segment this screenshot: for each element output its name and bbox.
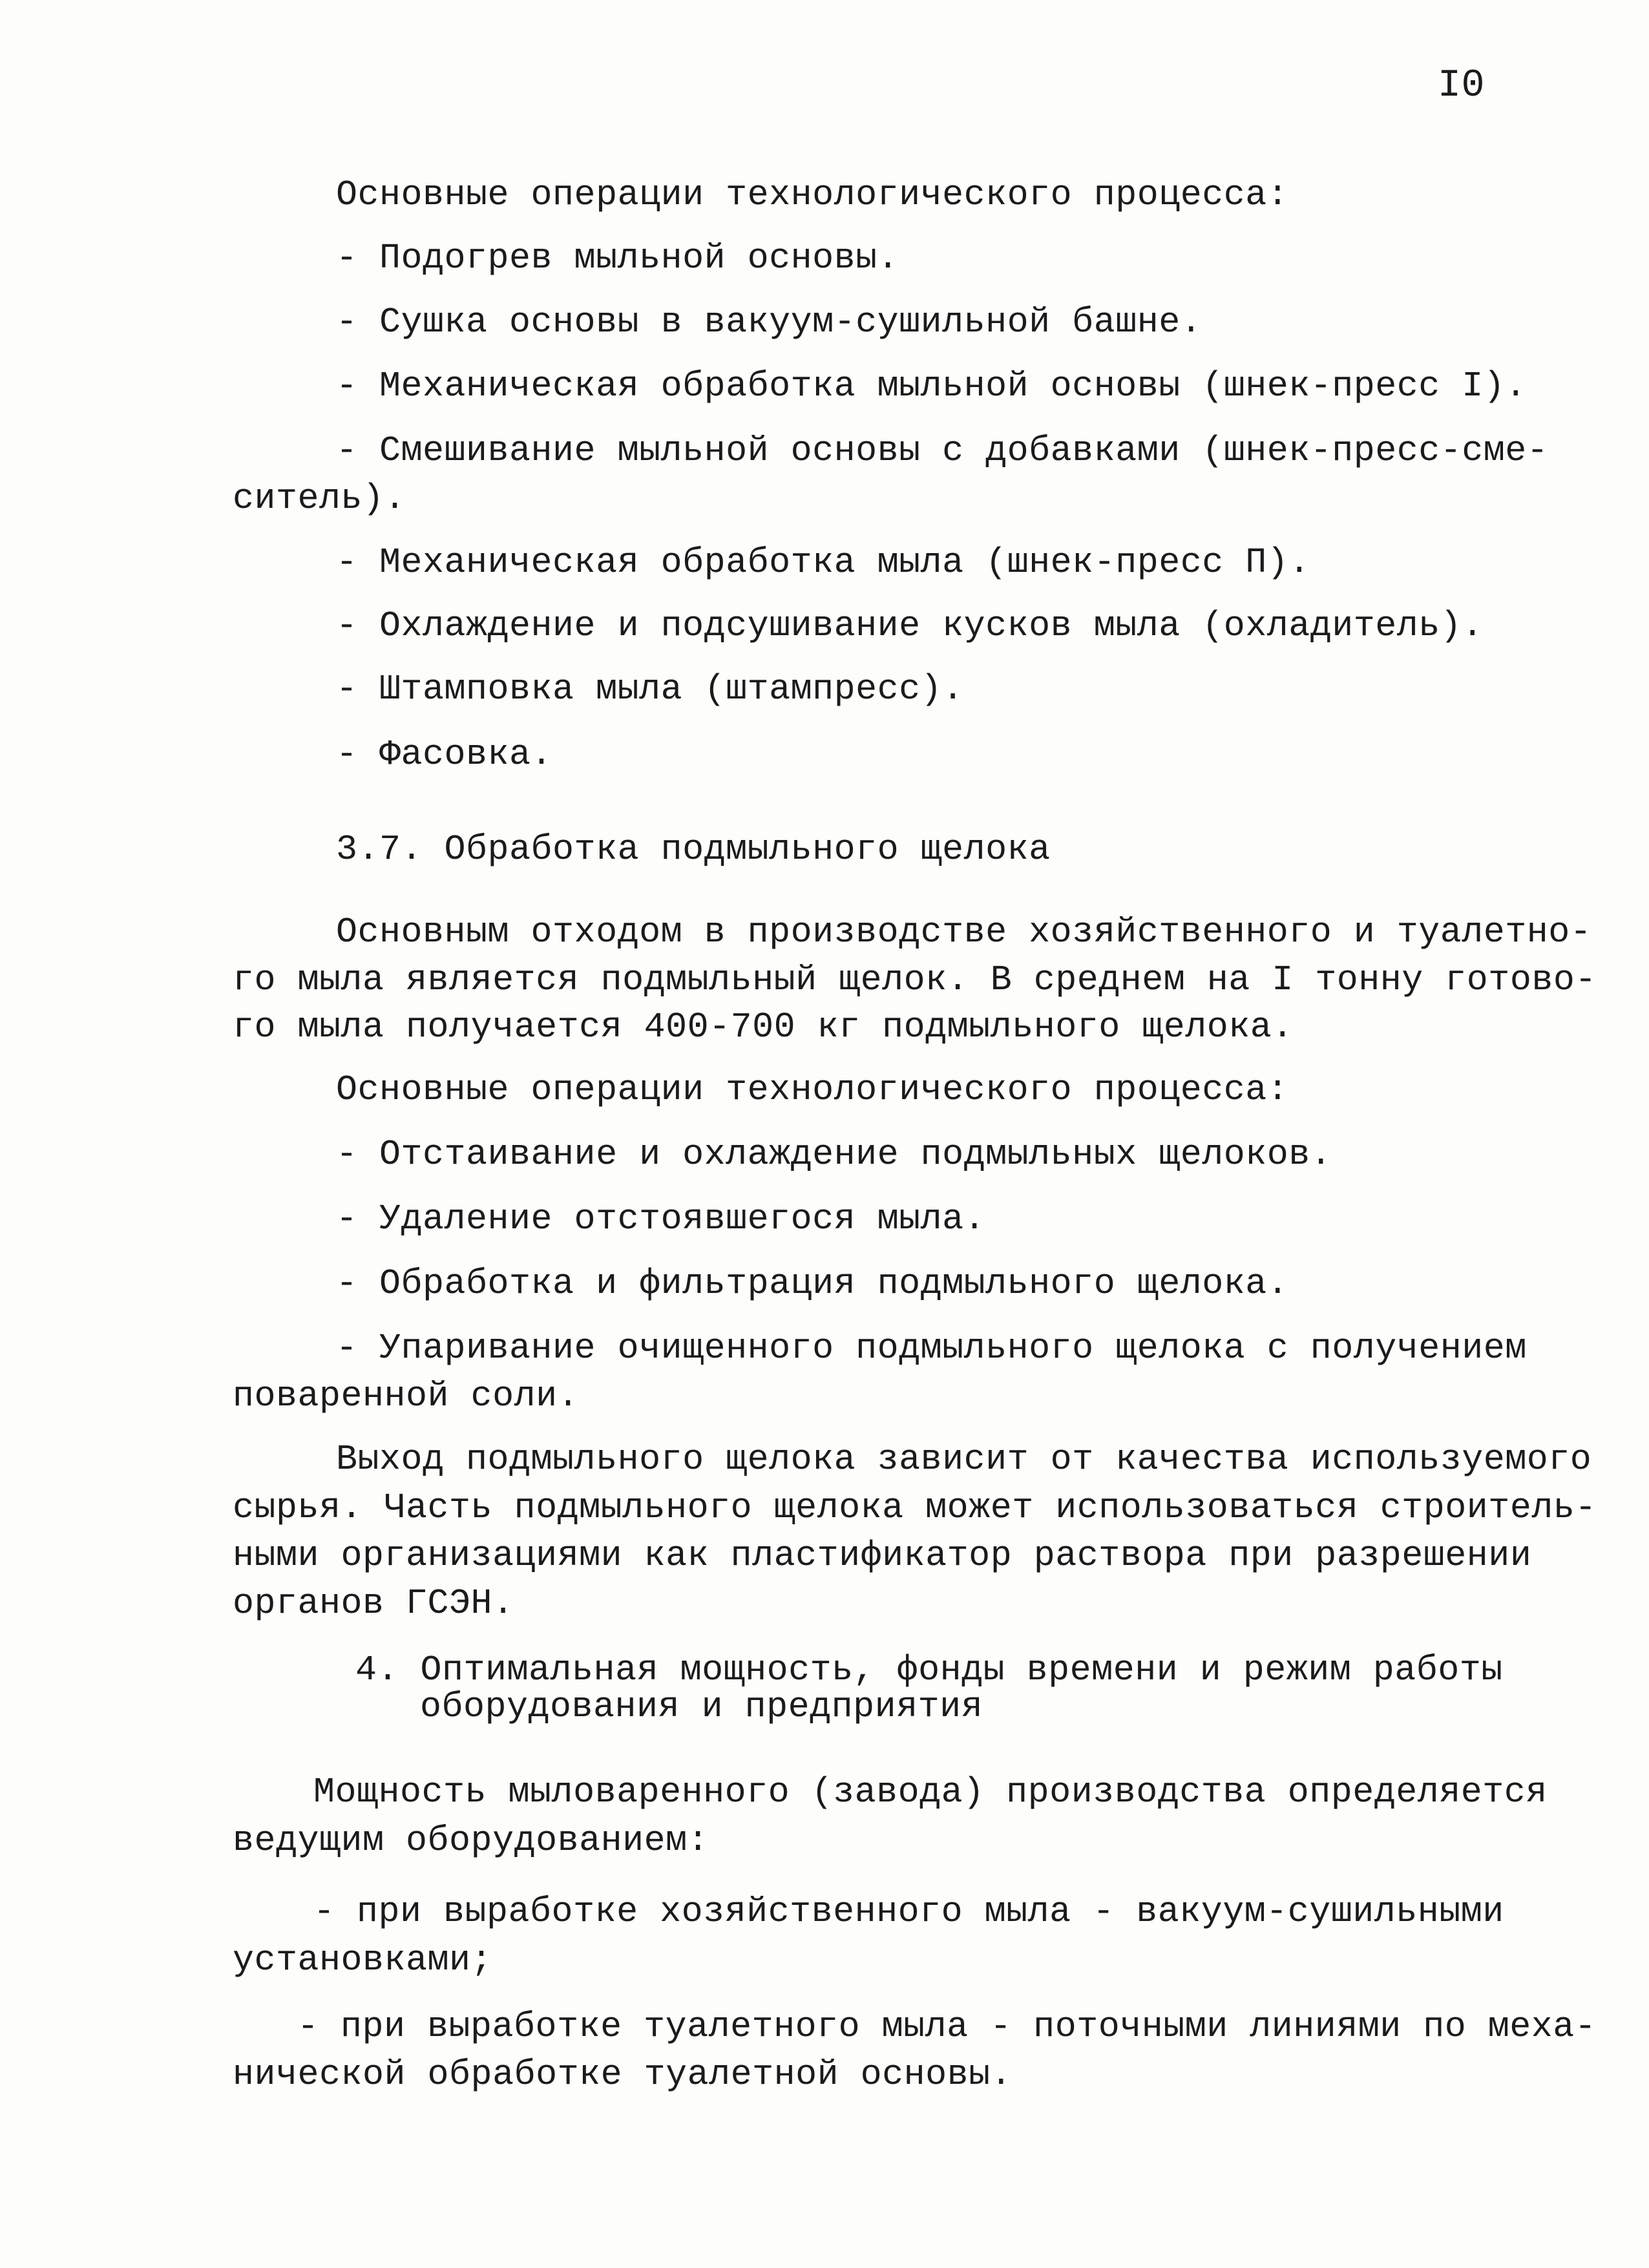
- operation-item: - Механическая обработка мыльной основы (шнек-пресс I).: [336, 366, 1527, 406]
- paragraph-line: Мощность мыловаренного (завода) производства определяется: [313, 1772, 1548, 1812]
- operation-item: - Упаривание очищенного подмыльного щелока с получением: [336, 1328, 1527, 1369]
- operation-item-continuation: нической обработке туалетной основы.: [233, 2054, 1013, 2095]
- operation-item: - Подогрев мыльной основы.: [336, 238, 899, 278]
- section-heading-continuation: оборудования и предприятия: [420, 1686, 983, 1727]
- operation-item-continuation: установками;: [233, 1940, 493, 1980]
- paragraph-line: сырья. Часть подмыльного щелока может использоваться строитель-: [233, 1487, 1597, 1528]
- operation-item: - при выработке туалетного мыла - поточными линиями по меха-: [297, 2006, 1597, 2047]
- paragraph-line: ными организациями как пластификатор раствора при разрешении: [233, 1535, 1532, 1576]
- operation-item-continuation: поваренной соли.: [233, 1376, 580, 1416]
- section-heading: 3.7. Обработка подмыльного щелока: [336, 829, 1051, 870]
- operation-item: - Отстаивание и охлаждение подмыльных щелоков.: [336, 1134, 1332, 1175]
- operation-item: - Фасовка.: [336, 734, 553, 775]
- section-heading: 4. Оптимальная мощность, фонды времени и режим работы: [355, 1650, 1503, 1690]
- operation-item: - Охлаждение и подсушивание кусков мыла (охладитель).: [336, 605, 1484, 646]
- paragraph-line: органов ГСЭН.: [233, 1583, 514, 1624]
- operation-item: - при выработке хозяйственного мыла - вакуум-сушильными: [313, 1891, 1504, 1932]
- operation-item: - Обработка и фильтрация подмыльного щелока.: [336, 1263, 1289, 1304]
- operation-item: - Сушка основы в вакуум-сушильной башне.: [336, 302, 1203, 342]
- paragraph-line: Выход подмыльного щелока зависит от качества используемого: [336, 1439, 1592, 1480]
- paragraph-line: ведущим оборудованием:: [233, 1820, 709, 1861]
- page-number: I0: [1438, 64, 1486, 108]
- paragraph-line: Основным отходом в производстве хозяйственного и туалетно-: [336, 912, 1592, 952]
- operation-item: - Штамповка мыла (штампресс).: [336, 669, 964, 709]
- operation-item: - Механическая обработка мыла (шнек-пресс П).: [336, 542, 1310, 583]
- operations-intro: Основные операции технологического процесса:: [336, 174, 1289, 215]
- operations-intro: Основные операции технологического процесса:: [336, 1069, 1289, 1110]
- operation-item-continuation: ситель).: [233, 478, 406, 519]
- paragraph-line: го мыла получается 400-700 кг подмыльного щелока.: [233, 1007, 1294, 1047]
- paragraph-line: го мыла является подмыльный щелок. В среднем на I тонну готово-: [233, 960, 1597, 1000]
- operation-item: - Удаление отстоявшегося мыла.: [336, 1199, 986, 1239]
- operation-item: - Смешивание мыльной основы с добавками (шнек-пресс-сме-: [336, 430, 1549, 471]
